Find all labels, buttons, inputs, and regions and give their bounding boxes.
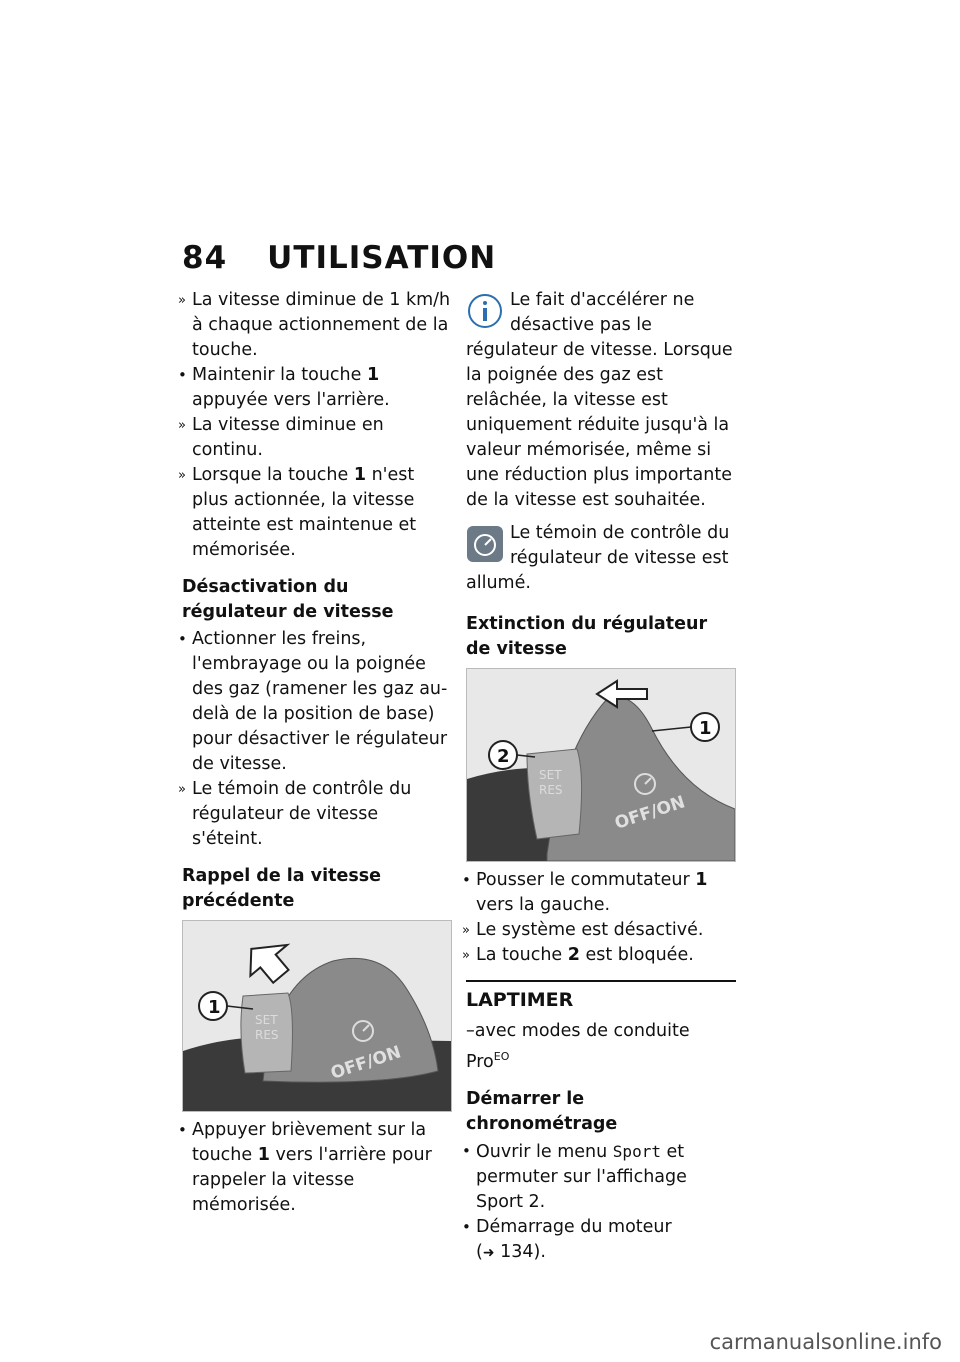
left-column <box>178 288 452 1218</box>
list-item <box>178 463 452 563</box>
list-item-text: Ouvrir le menu <box>476 1141 613 1162</box>
callout-2: 2 <box>497 746 510 767</box>
right-column <box>462 288 736 1266</box>
result-marker: » <box>178 293 186 308</box>
watermark: carmanualsonline.info <box>709 1330 942 1354</box>
figure-resume-button <box>182 920 452 1112</box>
page-reference-arrow-icon: ➜ <box>482 1244 495 1261</box>
list-item <box>462 943 736 968</box>
list-item-text: Maintenir la touche <box>192 365 367 385</box>
bullet-marker: • <box>178 1121 187 1139</box>
key-number: 1 <box>257 1145 270 1165</box>
list-item-text: La vitesse diminue de 1 km/h à chaque actionnement de la touche. <box>192 290 451 360</box>
set-label: SET <box>255 1013 278 1027</box>
list-item-text: Lorsque la touche <box>192 465 354 485</box>
res-label: RES <box>539 783 563 797</box>
list-item <box>462 1139 736 1215</box>
section-divider <box>466 980 736 982</box>
option-note <box>466 1019 736 1075</box>
list-item-text: vers la gauche. <box>476 895 611 915</box>
list-item <box>178 363 452 413</box>
section-heading: Extinction du régulateur de vitesse <box>466 614 708 659</box>
info-note <box>466 288 736 513</box>
note-text: Le fait d'accélérer ne désactive pas le régulateur de vitesse. Lorsque la poignée des gaz est relâchée, la vitesse est uniquement réduite jusqu'à la valeur mémorisée, même si une réduction plus importante de la vitesse est souhaitée. <box>466 290 733 510</box>
list-item-text: est bloquée. <box>579 945 694 965</box>
list-item-text: Le témoin de contrôle du régulateur de vitesse s'éteint. <box>192 779 412 849</box>
list-item <box>178 777 452 852</box>
info-icon <box>466 292 504 330</box>
cruise-control-switch-illustration <box>183 921 451 1111</box>
callout-1: 1 <box>208 997 221 1018</box>
page-reference[interactable]: 134). <box>500 1241 546 1262</box>
cruise-indicator-icon <box>466 525 504 563</box>
res-label: RES <box>255 1028 279 1042</box>
list-item <box>178 1118 452 1218</box>
set-label: SET <box>539 768 562 782</box>
figure-off-switch <box>466 668 736 862</box>
key-number: 1 <box>353 465 367 485</box>
list-item <box>178 413 452 463</box>
list-item-text: et permuter sur l'affichage Sport 2. <box>476 1141 687 1212</box>
section-heading: Désactivation du régulateur de vitesse <box>182 577 394 622</box>
list-item <box>462 918 736 943</box>
section-title: LAPTIMER <box>466 989 574 1011</box>
key-number: 2 <box>567 945 580 965</box>
option-text: –avec modes de conduite Pro <box>466 1021 690 1072</box>
list-item-text: La vitesse diminue en continu. <box>192 415 384 460</box>
list-item <box>178 627 452 777</box>
offon-label: OFF/ON <box>612 792 688 834</box>
note-text: Le témoin de contrôle du régulateur de vitesse est allumé. <box>466 523 730 593</box>
bullet-marker: • <box>462 1217 471 1236</box>
key-number: 1 <box>366 365 380 385</box>
list-item-text: Démarrage du moteur <box>476 1216 672 1237</box>
list-item-text: appuyée vers l'arrière. <box>192 390 390 410</box>
section-heading: Démarrer le chronométrage <box>466 1088 618 1134</box>
result-marker: » <box>178 418 186 433</box>
bullet-marker: • <box>462 871 471 889</box>
list-item <box>178 288 452 363</box>
chapter-title: UTILISATION <box>267 240 497 276</box>
list-item-text: vers l'arrière pour rappeler la vitesse mémorisée. <box>192 1145 432 1215</box>
list-item-text: n'est plus actionnée, la vitesse atteinte est maintenue et mémorisée. <box>192 465 417 560</box>
list-item-text: Appuyer brièvement sur la touche <box>192 1120 427 1165</box>
result-marker: » <box>462 948 470 963</box>
key-number: 1 <box>695 870 708 890</box>
offon-label: OFF/ON <box>328 1042 404 1084</box>
page-number: 84 <box>182 240 228 276</box>
menu-name: Sport <box>612 1141 661 1161</box>
result-marker: » <box>462 923 470 938</box>
indicator-note <box>466 521 736 596</box>
list-item: • Démarrage du moteur (➜ 134). <box>462 1216 672 1262</box>
option-code: EO <box>493 1050 510 1063</box>
result-marker: » <box>178 468 186 483</box>
list-item-text: Actionner les freins, l'embrayage ou la poignée des gaz (ramener les gaz au-delà de la position de base) pour désactiver le régulateur de vitesse. <box>192 629 448 774</box>
list-item <box>462 868 736 918</box>
list-item-text: Le système est désactivé. <box>476 920 704 940</box>
section-heading: Rappel de la vitesse précédente <box>182 866 382 911</box>
page-header <box>182 240 496 276</box>
list-item-text: La touche <box>476 945 568 965</box>
callout-1: 1 <box>699 718 712 739</box>
result-marker: » <box>178 782 186 797</box>
list-item-text: Pousser le commutateur <box>476 870 696 890</box>
bullet-marker: • <box>178 630 187 648</box>
bullet-marker: • <box>462 1141 471 1160</box>
cruise-control-switch-illustration <box>467 669 735 861</box>
bullet-marker: • <box>178 366 187 384</box>
